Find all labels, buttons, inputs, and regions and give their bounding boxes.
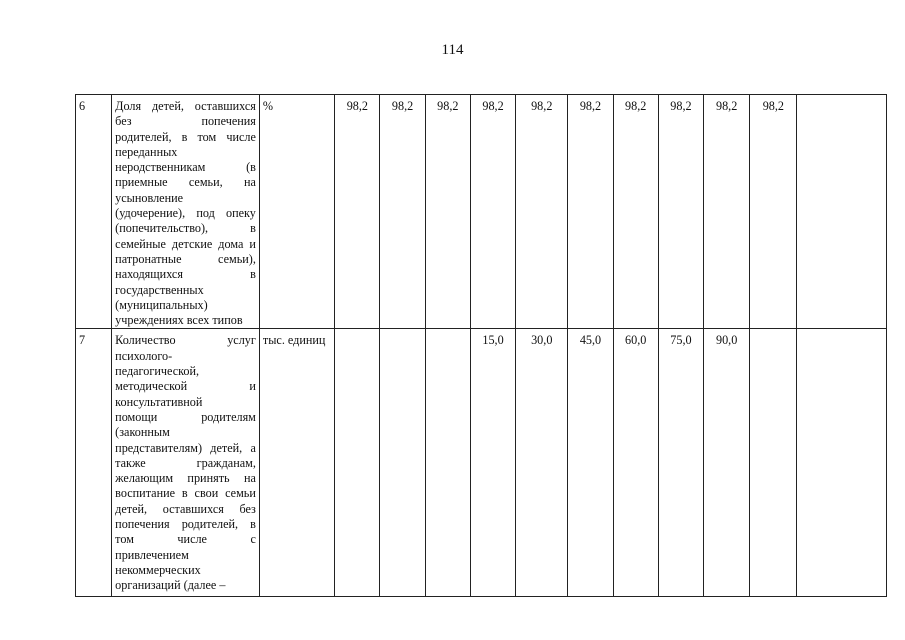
description-line: педагогической, — [115, 364, 200, 379]
indicators-table — [75, 94, 887, 597]
description-line: учреждениях всех типов — [115, 313, 243, 328]
description-line: организаций (далее – — [115, 578, 226, 593]
description-line: желающим принять на — [115, 471, 256, 486]
description-line: помощи родителям — [115, 409, 256, 424]
description-line: некоммерческих — [115, 562, 201, 577]
year-value-10 — [750, 329, 797, 597]
year-value-1 — [335, 329, 380, 597]
description-line: Количество услуг — [115, 333, 256, 348]
year-value-2 — [380, 329, 425, 597]
year-value-9: 90,0 — [704, 329, 750, 597]
indicator-description — [112, 329, 260, 597]
row-number: 7 — [76, 329, 112, 597]
description-line: детей, оставшихся без — [115, 501, 256, 516]
year-value-1: 98,2 — [335, 95, 380, 329]
year-value-9: 98,2 — [704, 95, 750, 329]
description-line: семейные детские дома и — [115, 236, 256, 251]
year-value-5: 98,2 — [516, 95, 568, 329]
description-line: усыновление — [115, 190, 184, 205]
year-value-11 — [797, 95, 887, 329]
year-value-6: 45,0 — [568, 329, 613, 597]
description-line: методической и — [115, 379, 256, 394]
description-line: воспитание в свои семьи — [115, 486, 256, 501]
description-line: Доля детей, оставшихся — [115, 99, 256, 113]
description-line: неродственникам (в — [115, 160, 256, 175]
description-line: представителям) детей, а — [115, 440, 256, 455]
table-row — [76, 329, 887, 597]
row-number: 6 — [76, 95, 112, 329]
year-value-8: 75,0 — [658, 329, 703, 597]
description-line: психолого- — [115, 348, 173, 363]
year-value-4: 15,0 — [470, 329, 515, 597]
year-value-2: 98,2 — [380, 95, 425, 329]
description-line: приемные семьи, на — [115, 175, 256, 190]
unit-of-measure: тыс. единиц — [259, 329, 334, 597]
table-row — [76, 95, 887, 329]
unit-of-measure: % — [259, 95, 334, 329]
year-value-7: 60,0 — [613, 329, 658, 597]
description-line: (удочерение), под опеку — [115, 206, 256, 221]
description-line: родителей, в том числе — [115, 129, 256, 144]
description-line: также гражданам, — [115, 455, 256, 470]
year-value-6: 98,2 — [568, 95, 613, 329]
year-value-10: 98,2 — [750, 95, 797, 329]
year-value-5: 30,0 — [516, 329, 568, 597]
description-line: (законным — [115, 425, 170, 440]
description-line: привлечением — [115, 547, 189, 562]
description-line: том числе с — [115, 532, 256, 547]
description-line: попечения родителей, в — [115, 517, 256, 532]
year-value-7: 98,2 — [613, 95, 658, 329]
page-number: 114 — [441, 42, 464, 58]
description-line: (попечительство), в — [115, 221, 256, 236]
year-value-3: 98,2 — [425, 95, 470, 329]
description-line: переданных — [115, 144, 178, 159]
description-line: без попечения — [115, 114, 256, 129]
description-line: (муниципальных) — [115, 297, 208, 312]
indicator-description — [112, 95, 260, 329]
description-line: консультативной — [115, 394, 203, 409]
description-line: патронатные семьи), — [115, 251, 256, 266]
year-value-4: 98,2 — [470, 95, 515, 329]
year-value-3 — [425, 329, 470, 597]
year-value-8: 98,2 — [658, 95, 703, 329]
description-line: государственных — [115, 282, 204, 297]
description-line: находящихся в — [115, 267, 256, 282]
year-value-11 — [797, 329, 887, 597]
